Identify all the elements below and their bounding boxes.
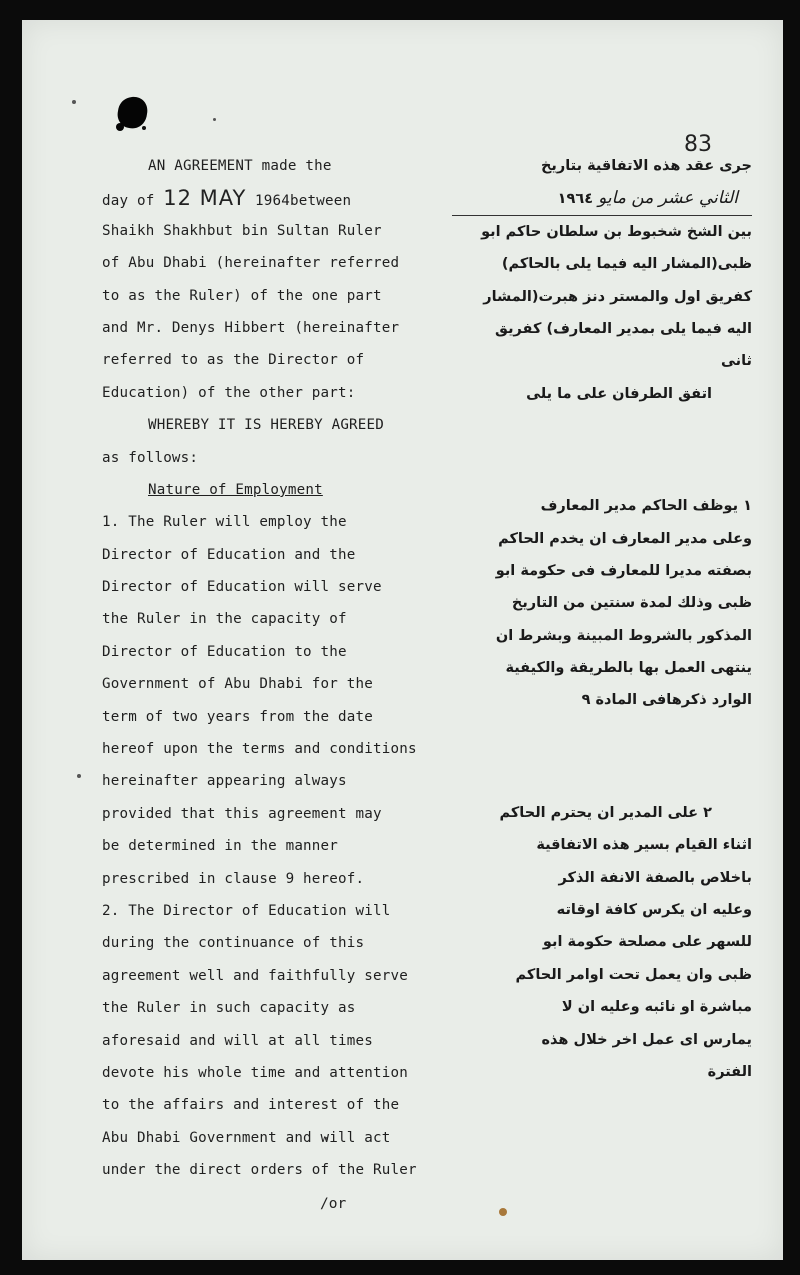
clause-1-line: Director of Education and the — [102, 546, 356, 563]
arabic-clause-1-line: وعلى مدير المعارف ان يخدم الحاكم — [498, 530, 752, 547]
arabic-clause-2-line: للسهر على مصلحة حكومة ابو — [542, 934, 752, 951]
clause-1-line: Director of Education will serve — [102, 579, 382, 596]
arabic-clause-2-line: وعليه ان يكرس كافة اوقاته — [556, 902, 752, 919]
clause-1-line: Director of Education to the — [102, 643, 347, 660]
arabic-line: اليه فيما يلى بمدير المعارف) كفريق — [495, 320, 752, 337]
arabic-handwritten-date: الثاني عشر من مايو — [598, 188, 738, 209]
continuation-marker: /or — [320, 1196, 347, 1212]
clause-2-line: agreement well and faithfully serve — [102, 967, 408, 984]
clause-2-line: under the direct orders of the Ruler — [102, 1162, 417, 1179]
text-line: as follows: — [102, 449, 199, 466]
clause-1-line: provided that this agreement may — [102, 805, 382, 822]
text-line: referred to as the Director of — [102, 352, 365, 369]
text-line: of Abu Dhabi (hereinafter referred — [102, 255, 400, 272]
date-line — [102, 182, 457, 214]
text-line: Shaikh Shakhbut bin Sultan Ruler — [102, 222, 382, 239]
text-line: 1964between — [246, 193, 352, 210]
arabic-clause-1-line: ١ يوظف الحاكم مدير المعارف — [540, 498, 752, 515]
arabic-clause-1-line: بصفته مديرا للمعارف فى حكومة ابو — [495, 562, 752, 579]
clause-2-line: aforesaid and will at all times — [102, 1032, 373, 1049]
clause-1-line: the Ruler in the capacity of — [102, 611, 347, 628]
ink-blot — [114, 94, 150, 134]
arabic-clause-1-line: الوارد ذكرهافى المادة ٩ — [581, 692, 752, 709]
arabic-line: اتفق الطرفان على ما يلى — [526, 385, 712, 402]
clause-1-line: prescribed in clause 9 hereof. — [102, 870, 365, 887]
paper-stain — [499, 1208, 507, 1216]
handwritten-date: 12 MAY — [163, 186, 247, 211]
arabic-clause-1-line: المذكور بالشروط المبينة وبشرط ان — [495, 627, 752, 644]
clause-1-line: be determined in the manner — [102, 838, 339, 855]
stray-mark — [77, 774, 81, 778]
clause-2-line: the Ruler in such capacity as — [102, 1000, 356, 1017]
page-number: 83 — [684, 132, 712, 157]
text-line: Education) of the other part: — [102, 384, 356, 401]
clause-2-line: to the affairs and interest of the — [102, 1097, 400, 1114]
clause-1-line: hereinafter appearing always — [102, 773, 347, 790]
arabic-line: جرى عقد هذه الاتفاقية بتاريخ — [540, 158, 752, 174]
arabic-year: ١٩٦٤ — [557, 191, 594, 208]
text-line: AN AGREEMENT made the — [148, 158, 332, 174]
clause-1-line: hereof upon the terms and conditions — [102, 741, 417, 758]
arabic-clause-2-line: باخلاص بالصفة الانفة الذكر — [558, 869, 752, 886]
clause-2-line: Abu Dhabi Government and will act — [102, 1129, 391, 1146]
arabic-line: ظبى(المشار اليه فيما يلى بالحاكم) — [501, 256, 752, 273]
arabic-clause-2-line: اثناء القيام بسير هذه الاتفاقية — [536, 837, 752, 854]
arabic-line: كفريق اول والمستر دنز هبرت(المشار — [483, 288, 752, 305]
text-line: WHEREBY IT IS HEREBY AGREED — [148, 417, 385, 434]
stray-mark — [72, 100, 76, 104]
text-line: and Mr. Denys Hibbert (hereinafter — [102, 319, 400, 336]
arabic-clause-1-line: ينتهى العمل بها بالطريقة والكيفية — [505, 660, 752, 677]
arabic-date-line — [452, 182, 752, 215]
clause-2-line: devote his whole time and attention — [102, 1064, 408, 1081]
clause-1-line: 1. The Ruler will employ the — [102, 514, 347, 531]
arabic-clause-2-line: يمارس اى عمل اخر خلال هذه — [541, 1031, 752, 1048]
arabic-text-column — [452, 150, 752, 1088]
arabic-clause-2-line: مباشرة او نائبه وعليه ان لا — [561, 999, 752, 1016]
clause-2-line: 2. The Director of Education will — [102, 902, 391, 919]
text-line: to as the Ruler) of the one part — [102, 287, 382, 304]
arabic-line: ثانى — [720, 353, 752, 370]
arabic-clause-2-line: ظبى وان يعمل تحت اوامر الحاكم — [515, 966, 752, 983]
clause-2-line: during the continuance of this — [102, 935, 365, 952]
clause-1-line: term of two years from the date — [102, 708, 373, 725]
clause-1-line: Government of Abu Dhabi for the — [102, 676, 373, 693]
stray-mark — [213, 118, 216, 121]
spacer — [452, 410, 752, 490]
arabic-clause-2-line: الفترة — [707, 1063, 752, 1080]
arabic-line: بين الشخ شخبوط بن سلطان حاكم ابو — [481, 223, 752, 240]
english-text-column — [102, 150, 457, 1187]
text-line: day of — [102, 193, 164, 210]
arabic-clause-1-line: ظبى وذلك لمدة سنتين من التاريخ — [511, 595, 752, 612]
arabic-clause-2-line: ٢ على المدير ان يحترم الحاكم — [499, 804, 712, 821]
section-heading: Nature of Employment — [148, 481, 323, 498]
spacer — [452, 717, 752, 797]
